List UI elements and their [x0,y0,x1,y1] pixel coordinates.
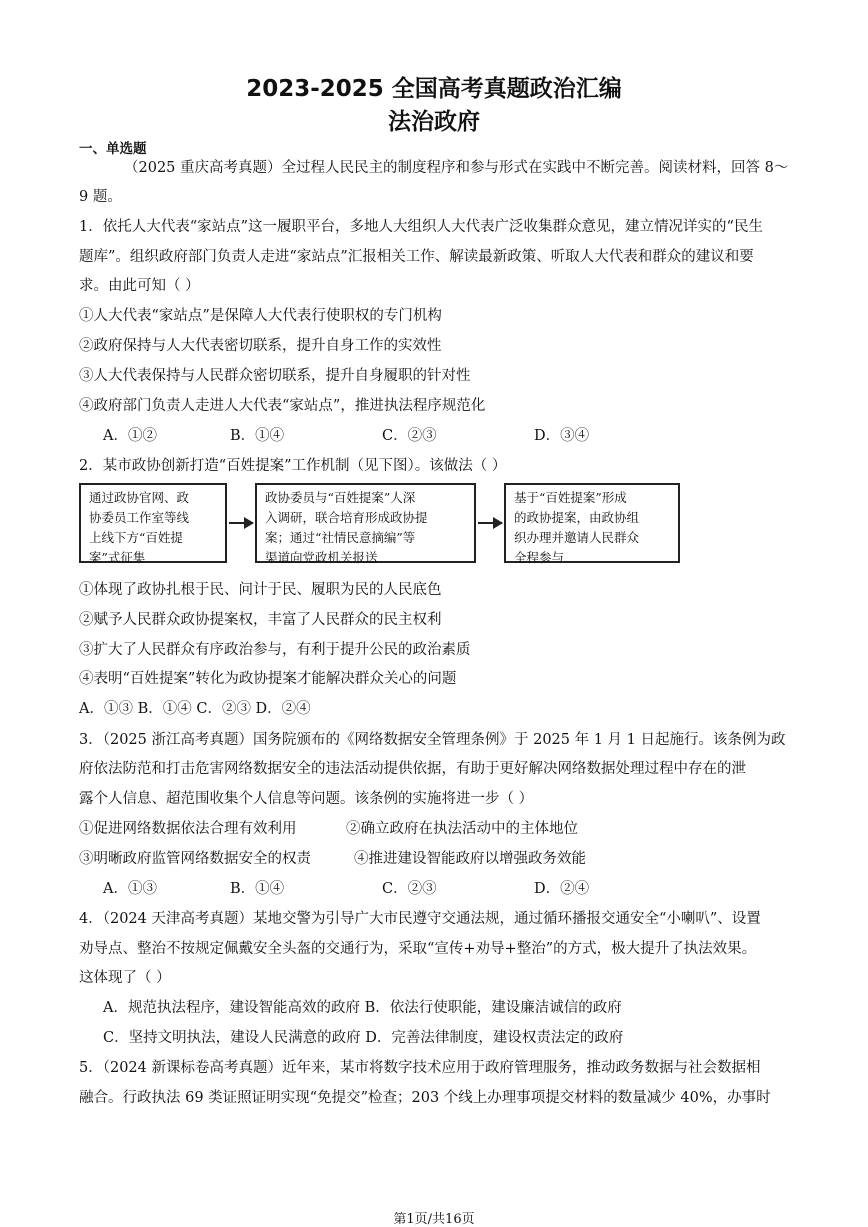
q4-stem-line: 这体现了（ ） [79,970,171,986]
flow-box-line: 案；通过“社情民意摘编”等 [265,530,416,545]
flow-box-line: 协委员工作室等线 [89,510,190,525]
q5-stem-line: 融合。行政执法 69 类证照证明实现“免提交”检查；203 个线上办理事项提交材料的数量减少 40%，办事时 [79,1090,771,1106]
flow-box-line: 渠道向党政机关报送 [265,550,378,565]
flow-box-line: 上线下方“百姓提 [89,530,183,545]
q1-item: ③人大代表保持与人民群众密切联系，提升自身履职的针对性 [79,368,471,384]
flow-box-line: 的政协提案，由政协组 [514,510,640,525]
q4-stem-line: 4．（2024 天津高考真题）某地交警为引导广大市民遵守交通法规，通过循环播报交通安全“小喇叭”、设置 [79,911,761,927]
flow-box-line: 政协委员与“百姓提案”人深 [265,490,416,505]
q5-stem-line: 5．（2024 新课标卷高考真题）近年来，某市将数字技术应用于政府管理服务，推动政务数据与社会数据相 [79,1060,761,1076]
q4-options-row: A．规范执法程序，建设智能高效的政府 B．依法行使职能，建设廉洁诚信的政府 [103,1000,622,1016]
q1-stem-line: 求。由此可知（ ） [79,278,200,294]
flow-box-line: 织办理并邀请人民群众 [514,530,640,545]
q3-option-b: B．①④ [230,881,285,897]
q1-stem-line: 1．依托人大代表“家站点”这一履职平台，多地人大组织人大代表广泛收集群众意见，建立情况详实的“民生 [79,219,763,235]
q4-options-row: C．坚持文明执法，建设人民满意的政府 D．完善法律制度，建设权责法定的政府 [103,1030,624,1046]
q4-stem-line: 劝导点、整治不按规定佩戴安全头盔的交通行为，采取“宣传+劝导+整治”的方式，极大提升了执法效果。 [79,941,757,957]
q3-item: ①促进网络数据依法合理有效利用 [79,821,297,837]
q1-option-c: C．②③ [382,428,437,444]
q1-item: ②政府保持与人大代表密切联系，提升自身工作的实效性 [79,338,442,354]
flow-arrow-1 [229,522,253,524]
flow-box-line: 基于“百姓提案”形成 [514,490,627,505]
q2-item: ④表明“百姓提案”转化为政协提案才能解决群众关心的问题 [79,671,457,687]
q2-item: ②赋予人民群众政协提案权，丰富了人民群众的民主权利 [79,612,442,628]
flow-box-2 [255,483,476,563]
q3-option-a: A．①③ [103,881,157,897]
intro-line: （2025 重庆高考真题）全过程人民民主的制度程序和参与形式在实践中不断完善。阅读材料，回答 8～ [124,160,789,176]
q2-options: A．①③ B．①④ C．②③ D．②④ [79,701,311,717]
q1-option-d: D．③④ [534,428,590,444]
flow-box-1 [79,483,227,563]
flow-box-line: 入调研，联合培育形成政协提 [265,510,428,525]
q3-stem-line: 府依法防范和打击危害网络数据安全的违法活动提供依据，有助于更好解决网络数据处理过程中存在的泄 [79,761,746,777]
flow-box-3 [504,483,680,563]
flow-box-line: 全程参与 [514,550,565,565]
q2-item: ①体现了政协扎根于民、问计于民、履职为民的人民底色 [79,582,442,598]
q1-option-a: A．①② [103,428,157,444]
q3-option-d: D．②④ [534,881,590,897]
intro-line: 9 题。 [79,189,122,205]
q3-item: ④推进建设智能政府以增强政务效能 [354,851,586,867]
q2-stem: 2．某市政协创新打造“百姓提案”工作机制（见下图）。该做法（ ） [79,458,507,474]
q3-item: ②确立政府在执法活动中的主体地位 [346,821,578,837]
q2-item: ③扩大了人民群众有序政治参与，有利于提升公民的政治素质 [79,642,471,658]
q3-stem-line: 露个人信息、超范围收集个人信息等问题。该条例的实施将进一步（ ） [79,791,534,807]
q3-option-c: C．②③ [382,881,437,897]
document-subtitle: 法治政府 [388,109,480,135]
q3-item: ③明晰政府监管网络数据安全的权责 [79,851,311,867]
flow-box-line: 案”式征集 [89,550,146,565]
q1-stem-line: 题库”。组织政府部门负责人走进“家站点”汇报相关工作、解读最新政策、听取人大代表和群众的建议和要 [79,249,754,265]
q1-item: ①人大代表“家站点”是保障人大代表行使职权的专门机构 [79,308,442,324]
q3-stem-line: 3．（2025 浙江高考真题）国务院颁布的《网络数据安全管理条例》于 2025 年 1 月 1 日起施行。该条例为政 [79,732,786,748]
page-number: 第1页/共16页 [393,1212,475,1227]
document-title: 2023-2025 全国高考真题政治汇编 [246,76,622,102]
q1-item: ④政府部门负责人走进人大代表“家站点”，推进执法程序规范化 [79,398,486,414]
flow-arrow-2 [478,522,502,524]
flow-box-line: 通过政协官网、政 [89,490,190,505]
section-heading: 一、单选题 [79,141,147,157]
q1-option-b: B．①④ [230,428,285,444]
